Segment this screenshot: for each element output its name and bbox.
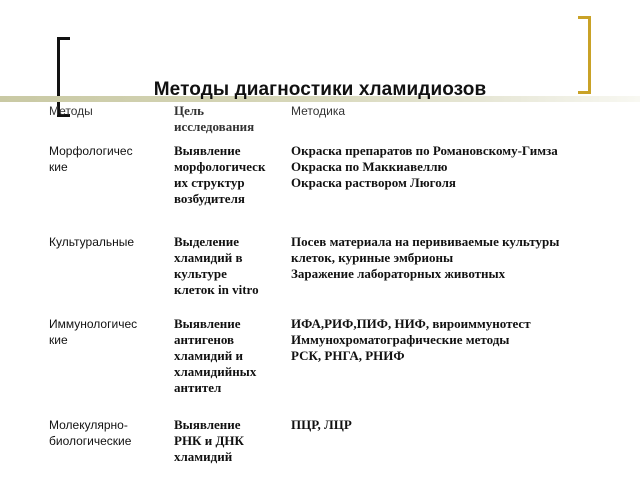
header-goal — [174, 103, 289, 135]
method-line: Культуральные — [49, 235, 135, 249]
header-methods: Методы — [49, 104, 93, 118]
goal-cell — [174, 316, 289, 396]
goal-line: хламидий — [174, 449, 233, 464]
goal-line: антител — [174, 380, 222, 395]
technique-line: ИФА,РИФ,ПИФ, НИФ, вироиммунотест — [291, 316, 531, 331]
technique-line: Заражение лабораторных животных — [291, 266, 506, 281]
method-cell — [49, 417, 169, 449]
goal-line: морфологическ — [174, 159, 266, 174]
goal-line: хламидий в — [174, 250, 243, 265]
slide-title: Методы диагностики хламидиозов — [153, 79, 487, 100]
technique-cell — [291, 417, 601, 433]
technique-cell — [291, 143, 601, 191]
goal-line: Выявление — [174, 143, 241, 158]
technique-line: Иммунохроматографические методы — [291, 332, 510, 347]
header-goal-line: Цель — [174, 103, 205, 118]
technique-line: Окраска по Маккиавеллю — [291, 159, 448, 174]
method-line: Морфологичес — [49, 144, 133, 158]
header-technique: Методика — [291, 104, 346, 118]
table-row-immunological — [44, 316, 604, 417]
technique-cell — [291, 234, 601, 282]
goal-line: культуре — [174, 266, 227, 281]
goal-line: их структур — [174, 175, 245, 190]
technique-cell — [291, 316, 601, 364]
technique-line: Окраска раствором Люголя — [291, 175, 456, 190]
table-row-cultural — [44, 234, 604, 316]
method-line: Молекулярно- — [49, 418, 128, 432]
diagnostics-table — [44, 103, 604, 473]
table-header-row — [44, 103, 604, 143]
goal-line: Выявление — [174, 417, 241, 432]
goal-cell — [174, 143, 289, 207]
technique-line: Окраска препаратов по Романовскому-Гимза — [291, 143, 558, 158]
goal-line: хламидийных — [174, 364, 257, 379]
method-cell — [49, 316, 169, 348]
method-line: Иммунологичес — [49, 317, 138, 331]
technique-line: ПЦР, ЛЦР — [291, 417, 352, 432]
header-goal-line: исследования — [174, 119, 255, 134]
table-row-morphological — [44, 143, 604, 234]
goal-line: клеток in vitro — [174, 282, 259, 297]
goal-cell — [174, 417, 289, 465]
method-cell — [49, 143, 169, 175]
technique-line: Посев материала на перививаемые культуры — [291, 234, 560, 249]
goal-line: Выделение — [174, 234, 239, 249]
goal-line: Выявление — [174, 316, 241, 331]
goal-cell — [174, 234, 289, 298]
technique-line: клеток, куриные эмбрионы — [291, 250, 454, 265]
goal-line: хламидий и — [174, 348, 243, 363]
technique-line: РСК, РНГА, РНИФ — [291, 348, 405, 363]
method-line: кие — [49, 160, 68, 174]
goal-line: антигенов — [174, 332, 235, 347]
method-cell — [49, 234, 169, 250]
goal-line: возбудителя — [174, 191, 245, 206]
table-row-molecular — [44, 417, 604, 473]
method-line: биологические — [49, 434, 132, 448]
goal-line: РНК и ДНК — [174, 433, 244, 448]
method-line: кие — [49, 333, 68, 347]
